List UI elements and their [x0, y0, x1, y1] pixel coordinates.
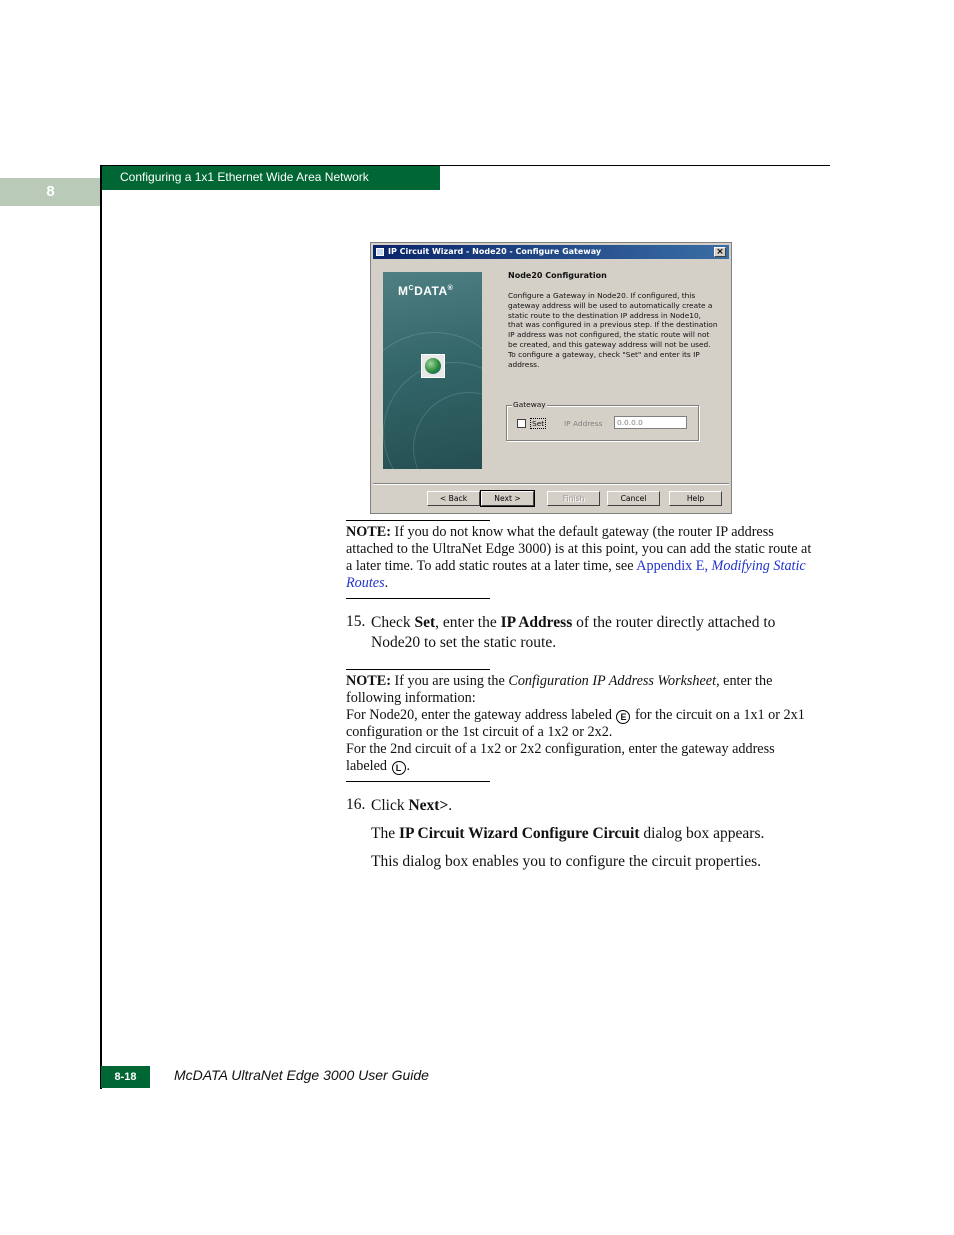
cancel-button[interactable]: Cancel — [607, 491, 660, 506]
globe-icon — [421, 354, 445, 378]
dialog-titlebar — [373, 245, 729, 259]
gateway-groupbox — [506, 400, 699, 441]
button-separator — [373, 483, 729, 485]
back-button[interactable]: < Back — [427, 491, 480, 506]
set-checkbox[interactable] — [517, 419, 526, 428]
dialog-title: IP Circuit Wizard - Node20 - Configure Gateway — [388, 247, 602, 256]
note-bottom-rule — [346, 598, 490, 599]
step-16-explanation: This dialog box enables you to configure the circuit properties. — [371, 853, 761, 870]
wizard-side-panel — [383, 272, 482, 469]
circled-letter-l: L — [392, 761, 406, 775]
ip-address-label: IP Address — [564, 419, 603, 428]
chapter-number-tab: 8 — [0, 178, 101, 206]
modifying-static-routes-link[interactable]: Modifying Static Routes — [346, 558, 806, 591]
mcdata-logo: $M^CDATA®$ — [398, 284, 454, 298]
app-icon — [376, 248, 384, 256]
step-16-result: The IP Circuit Wizard Configure Circuit dialog box appears. — [371, 825, 765, 842]
note-bottom-rule — [346, 781, 490, 782]
configure-gateway-dialog — [370, 242, 732, 514]
step-number: 16. — [346, 796, 366, 813]
note-top-rule — [346, 669, 490, 670]
section-heading: Node20 Configuration — [508, 271, 607, 280]
step-16-text: Click Next>. — [371, 797, 453, 814]
help-button[interactable]: Help — [669, 491, 722, 506]
dialog-description: Configure a Gateway in Node20. If configured, this gateway address will be used to automatically create a static route to the destination IP address in Node10, that was configured in a previous step. If the destination IP address was not configured, the static route will not be created, and this gateway address will not be used. To configure a gateway, check "Set" and enter its IP address. — [508, 291, 718, 369]
gateway-legend: Gateway — [513, 400, 546, 409]
next-button[interactable]: Next > — [481, 491, 534, 506]
note-default-gateway: NOTE: If you do not know what the default gateway (the router IP address attached to the UltraNet Edge 3000) is at this point, you can add the static route at a later time. To add static routes at a later time, see Appendix E, Modifying Static Routes. — [346, 524, 812, 591]
note-worksheet: NOTE: If you are using the Configuration IP Address Worksheet, enter the following information: For Node20, enter the gateway address labeled E for the circuit on a 1x1 or 2x1 configuration or the 1st circuit of a 1x2 or 2x2. For the 2nd circuit of a 1x2 or 2x2 configuration, enter the gateway address labeled L . — [346, 673, 805, 774]
finish-button[interactable]: Finish — [547, 491, 600, 506]
step-number: 15. — [346, 613, 366, 630]
close-icon[interactable]: × — [714, 247, 726, 257]
appendix-e-link[interactable]: Appendix E, — [636, 558, 708, 574]
ip-address-input[interactable]: 0.0.0.0 — [614, 416, 687, 429]
footer-doc-title: McDATA UltraNet Edge 3000 User Guide — [174, 1067, 429, 1083]
margin-rule — [100, 165, 102, 1089]
note-top-rule — [346, 520, 490, 521]
page-number: 8-18 — [101, 1066, 150, 1088]
chapter-header: Configuring a 1x1 Ethernet Wide Area Network — [102, 166, 440, 190]
circled-letter-e: E — [616, 710, 630, 724]
step-15-text: Check Set, enter the IP Address of the router directly attached to Node20 to set the static route. — [371, 614, 776, 651]
set-label[interactable]: Set — [532, 419, 545, 428]
